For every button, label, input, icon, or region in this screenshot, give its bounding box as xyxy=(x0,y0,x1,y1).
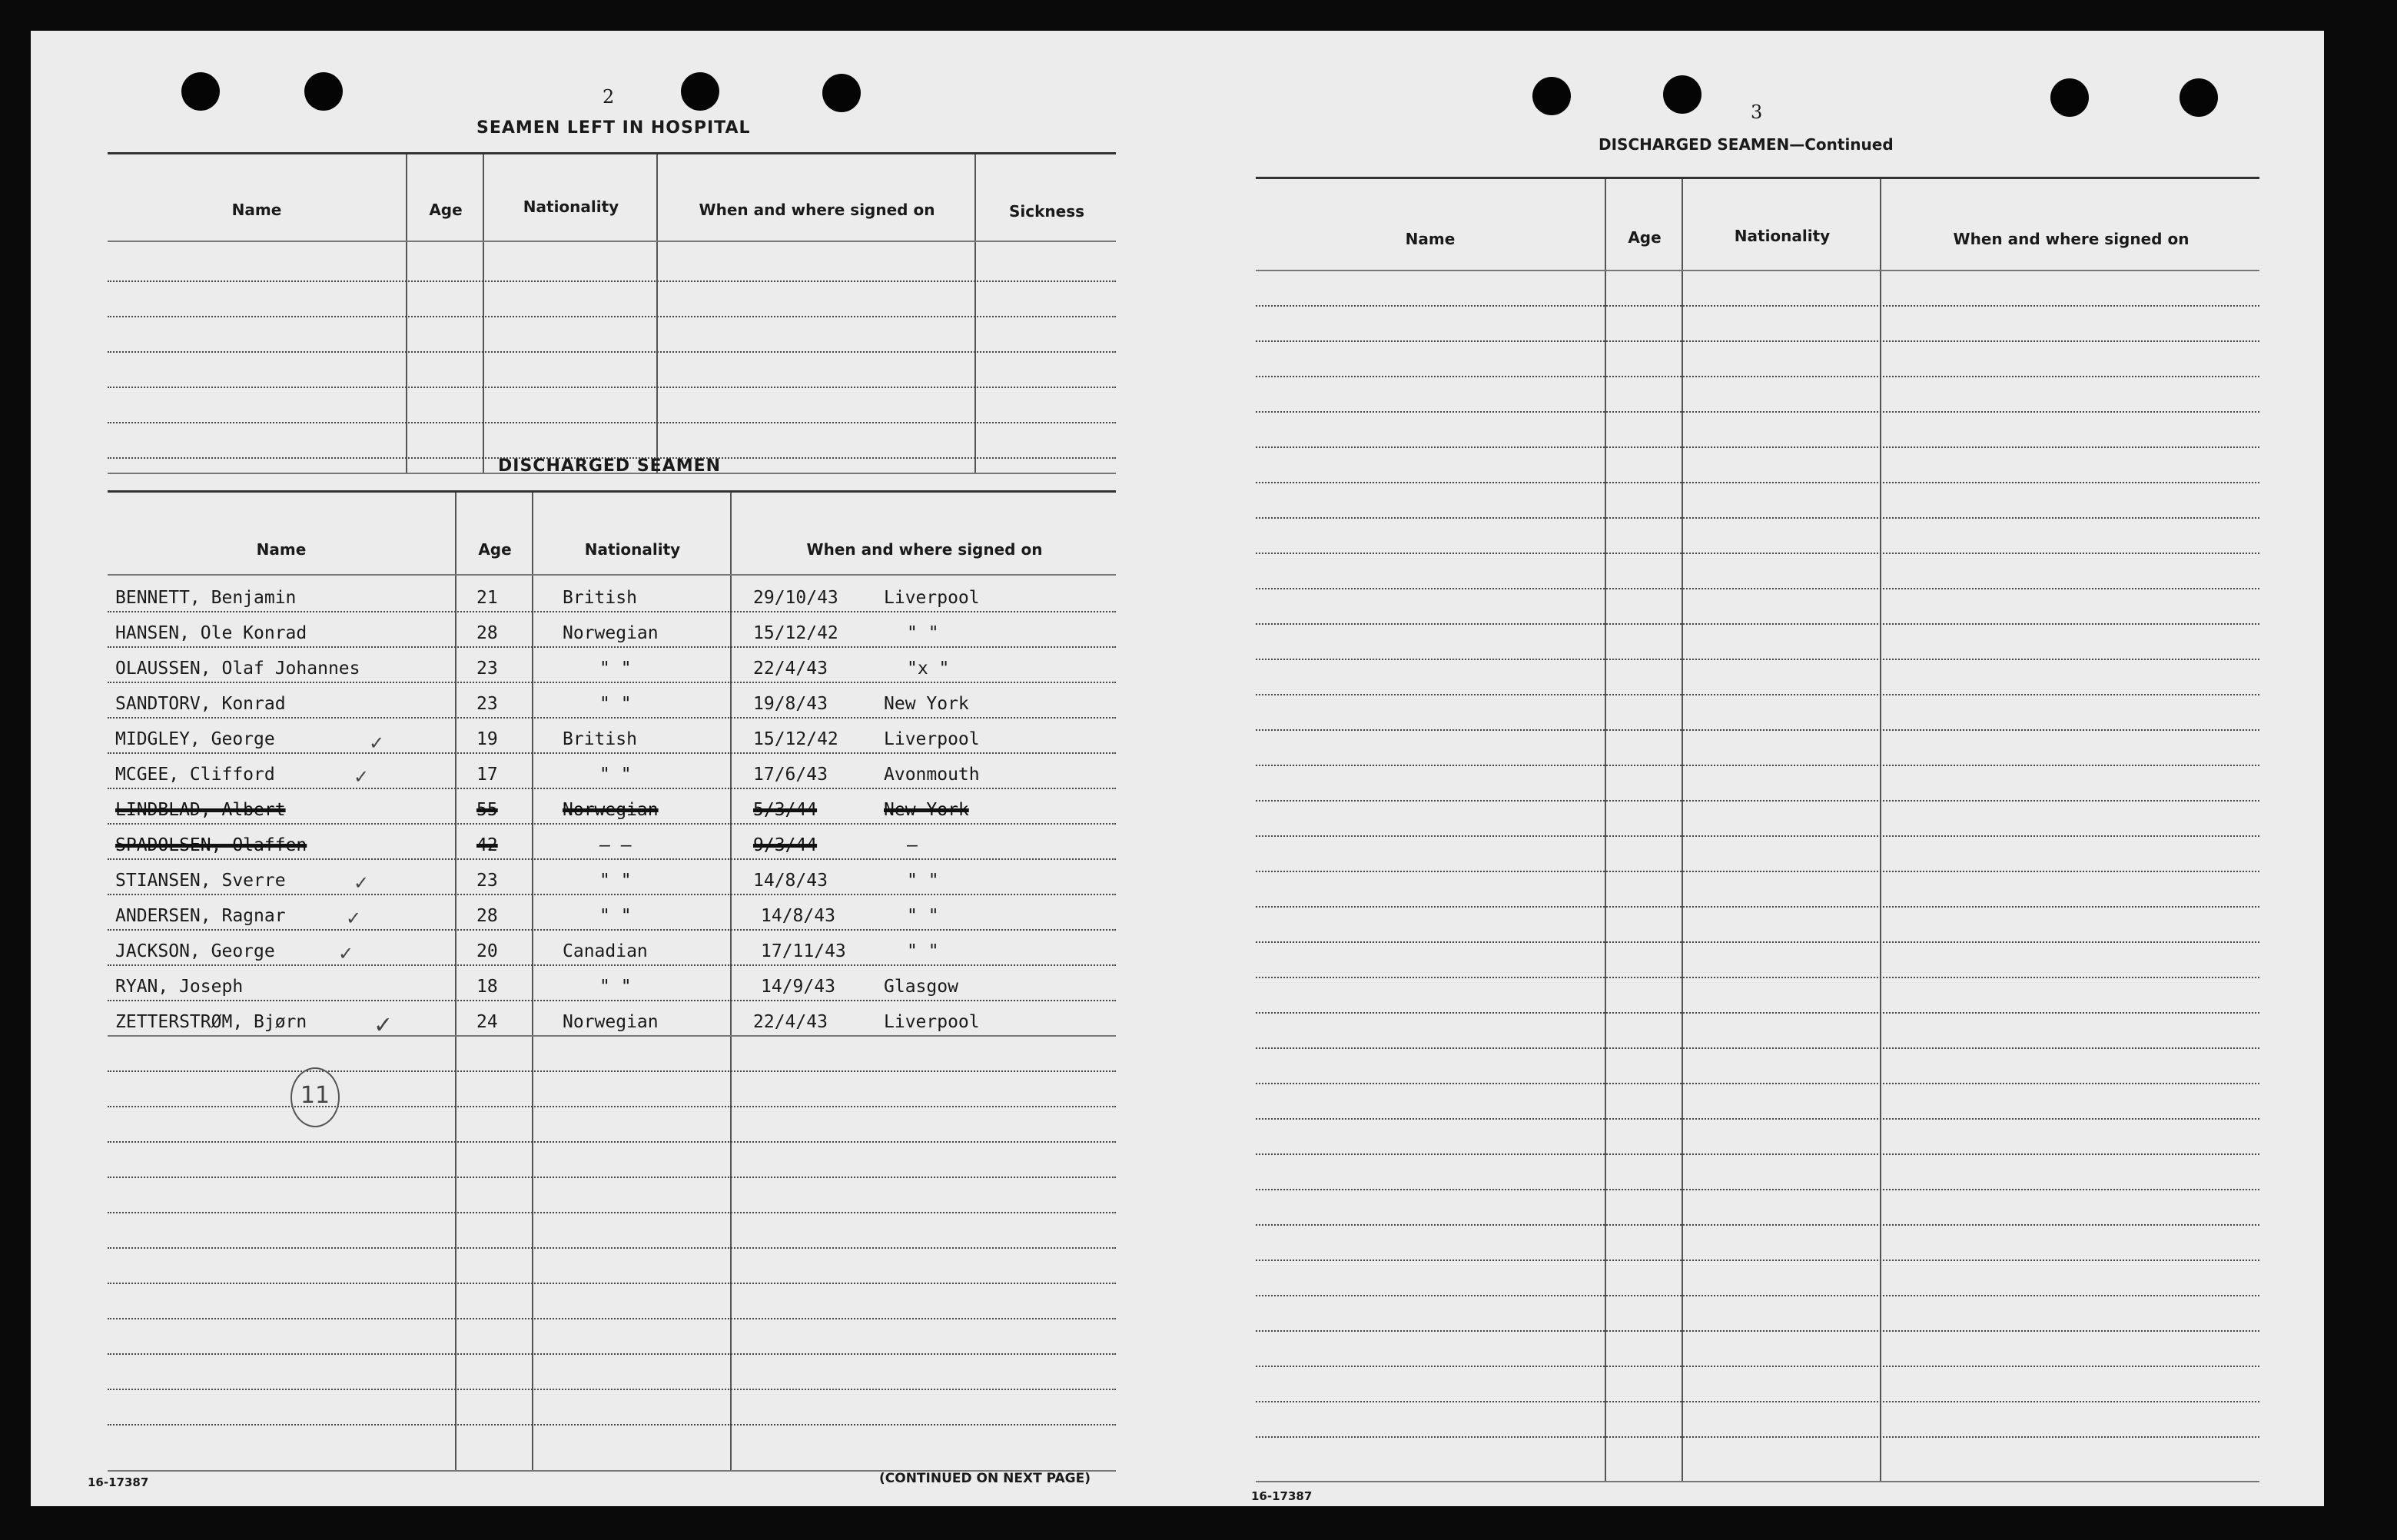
signed-on-date: 22/4/43 xyxy=(753,659,828,679)
signed-on-date: 22/4/43 xyxy=(753,1012,828,1032)
signed-on-date: 14/8/43 xyxy=(761,906,835,926)
binder-hole xyxy=(304,72,343,111)
signed-on-date: 29/10/43 xyxy=(753,588,838,608)
seaman-nationality: " " xyxy=(599,906,632,926)
seaman-name: RYAN, Joseph xyxy=(115,977,244,997)
seaman-nationality: Norwegian xyxy=(563,623,659,643)
seaman-name: OLAUSSEN, Olaf Johannes xyxy=(115,659,360,679)
seaman-nationality: " " xyxy=(599,659,632,679)
seaman-nationality: Norwegian xyxy=(563,800,659,820)
seaman-name: SANDTORV, Konrad xyxy=(115,694,286,714)
check-mark-icon: ✓ xyxy=(373,1012,393,1039)
seaman-age: 19 xyxy=(476,729,498,749)
seaman-name: MCGEE, Clifford xyxy=(115,765,275,785)
signed-on-place: " " xyxy=(907,623,939,643)
header-name: Name xyxy=(256,540,307,559)
hospital-table xyxy=(108,152,1116,474)
handwritten-count: 11 xyxy=(290,1067,340,1127)
seaman-nationality: British xyxy=(563,588,637,608)
header-name: Name xyxy=(1405,230,1456,248)
header-signed-on: When and where signed on xyxy=(699,201,935,219)
signed-on-place: — xyxy=(907,835,918,855)
header-nationality: Nationality xyxy=(1734,227,1831,245)
signed-on-date: 15/12/42 xyxy=(753,623,838,643)
binder-hole xyxy=(2050,78,2089,117)
binder-hole xyxy=(822,74,861,112)
signed-on-date: 17/11/43 xyxy=(761,941,846,961)
seaman-name: HANSEN, Ole Konrad xyxy=(115,623,307,643)
seaman-age: 28 xyxy=(476,906,498,926)
binder-hole xyxy=(1663,75,1701,114)
header-name: Name xyxy=(231,201,282,219)
seaman-age: 21 xyxy=(476,588,498,608)
seaman-name: JACKSON, George xyxy=(115,941,275,961)
seaman-age: 23 xyxy=(476,694,498,714)
seaman-name: ZETTERSTRØM, Bjørn xyxy=(115,1012,307,1032)
seaman-name: ANDERSEN, Ragnar xyxy=(115,906,286,926)
signed-on-place: Glasgow xyxy=(884,977,958,997)
signed-on-date: 17/6/43 xyxy=(753,765,828,785)
seaman-age: 17 xyxy=(476,765,498,785)
seaman-age: 23 xyxy=(476,659,498,679)
seaman-name: BENNETT, Benjamin xyxy=(115,588,297,608)
seaman-name: SPADOLSEN, Olaffen xyxy=(115,835,307,855)
continued-note: (CONTINUED ON NEXT PAGE) xyxy=(879,1471,1091,1486)
binder-hole xyxy=(181,72,220,111)
page-number: 3 xyxy=(1751,101,1763,123)
discharged-continued-table xyxy=(1256,177,2259,1482)
check-mark-icon: ✓ xyxy=(369,732,385,754)
signed-on-date: 9/3/44 xyxy=(753,835,818,855)
signed-on-place: "x " xyxy=(907,659,950,679)
seaman-nationality: " " xyxy=(599,694,632,714)
discharged-section-title: DISCHARGED SEAMEN xyxy=(498,456,722,476)
header-age: Age xyxy=(429,201,463,219)
signed-on-place: New York xyxy=(884,800,969,820)
seaman-age: 20 xyxy=(476,941,498,961)
seaman-name: MIDGLEY, George xyxy=(115,729,275,749)
discharged-table xyxy=(108,490,1116,1472)
signed-on-place: New York xyxy=(884,694,969,714)
header-signed-on: When and where signed on xyxy=(806,540,1043,559)
signed-on-place: " " xyxy=(907,871,939,891)
signed-on-date: 14/8/43 xyxy=(753,871,828,891)
signed-on-place: Liverpool xyxy=(884,588,980,608)
seaman-nationality: Norwegian xyxy=(563,1012,659,1032)
check-mark-icon: ✓ xyxy=(338,943,354,964)
signed-on-date: 15/12/42 xyxy=(753,729,838,749)
form-number: 16-17387 xyxy=(1251,1489,1313,1503)
seaman-nationality: " " xyxy=(599,871,632,891)
seaman-age: 24 xyxy=(476,1012,498,1032)
signed-on-date: 14/9/43 xyxy=(761,977,835,997)
seaman-age: 23 xyxy=(476,871,498,891)
header-age: Age xyxy=(478,540,512,559)
signed-on-date: 19/8/43 xyxy=(753,694,828,714)
page-number: 2 xyxy=(603,86,615,108)
check-mark-icon: ✓ xyxy=(354,872,370,894)
header-nationality: Nationality xyxy=(523,197,619,216)
binder-hole xyxy=(1532,77,1571,115)
seaman-name: LINDBLAD, Albert xyxy=(115,800,286,820)
header-signed-on: When and where signed on xyxy=(1953,230,2190,248)
hospital-section-title: SEAMEN LEFT IN HOSPITAL xyxy=(476,118,751,138)
signed-on-place: " " xyxy=(907,941,939,961)
seaman-age: 55 xyxy=(476,800,498,820)
seaman-age: 28 xyxy=(476,623,498,643)
page-title: DISCHARGED SEAMEN—Continued xyxy=(1599,135,1894,154)
left-page xyxy=(31,31,1184,1506)
seaman-name: STIANSEN, Sverre xyxy=(115,871,286,891)
check-mark-icon: ✓ xyxy=(354,766,370,788)
seaman-nationality: British xyxy=(563,729,637,749)
seaman-nationality: — — xyxy=(599,835,632,855)
header-nationality: Nationality xyxy=(584,540,681,559)
check-mark-icon: ✓ xyxy=(346,908,362,929)
signed-on-place: Avonmouth xyxy=(884,765,980,785)
seaman-age: 18 xyxy=(476,977,498,997)
signed-on-place: Liverpool xyxy=(884,1012,980,1032)
signed-on-date: 5/3/44 xyxy=(753,800,818,820)
seaman-nationality: " " xyxy=(599,765,632,785)
binder-hole xyxy=(2180,78,2218,117)
signed-on-place: Liverpool xyxy=(884,729,980,749)
form-number: 16-17387 xyxy=(88,1475,149,1489)
seaman-age: 42 xyxy=(476,835,498,855)
seaman-nationality: Canadian xyxy=(563,941,648,961)
header-sickness: Sickness xyxy=(1008,202,1085,221)
header-age: Age xyxy=(1628,228,1662,247)
signed-on-place: " " xyxy=(907,906,939,926)
right-page xyxy=(1184,31,2324,1506)
seaman-nationality: " " xyxy=(599,977,632,997)
binder-hole xyxy=(681,72,719,111)
